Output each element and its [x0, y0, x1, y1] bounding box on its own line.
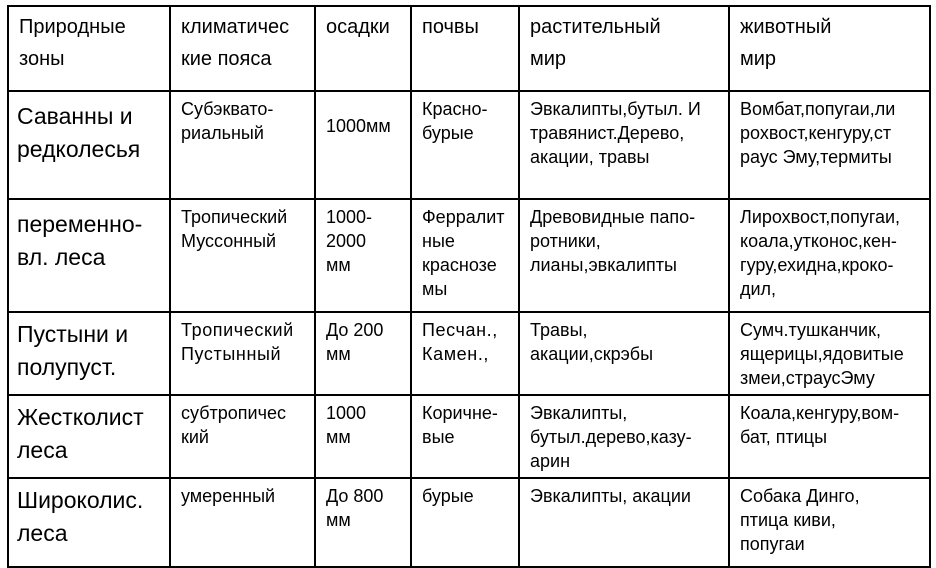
table-row	[8, 91, 930, 199]
soil-cell: бурые	[411, 478, 519, 567]
belt-cell: умеренный	[170, 478, 315, 567]
zone-cell: Саванны и редколесья	[8, 91, 170, 199]
header-fauna: животный мир	[729, 6, 930, 91]
soil-cell: Ферралит ные краснозе мы	[411, 199, 519, 312]
fauna-cell: Сумч.тушканчик, ящерицы,ядовитые змеи,страусЭму	[729, 312, 930, 395]
header-climate-belts: климатичес кие пояса	[170, 6, 315, 91]
precip-cell: До 200 мм	[315, 312, 411, 395]
soil-cell: Красно- бурые	[411, 91, 519, 199]
soil-cell: Песчан., Камен.,	[411, 312, 519, 395]
natural-zones-table	[7, 5, 931, 568]
flora-cell: Эвкалипты, акации	[519, 478, 729, 567]
table-row	[8, 312, 930, 395]
zone-cell: переменно- вл. леса	[8, 199, 170, 312]
soil-cell: Коричне- вые	[411, 395, 519, 478]
flora-cell: Эвкалипты, бутыл.дерево,казу- арин	[519, 395, 729, 478]
precip-cell: 1000- 2000 мм	[315, 199, 411, 312]
header-row	[8, 6, 930, 91]
fauna-cell: Коала,кенгуру,вом- бат, птицы	[729, 395, 930, 478]
fauna-cell: Собака Динго, птица киви, попугаи	[729, 478, 930, 567]
header-flora: растительный мир	[519, 6, 729, 91]
belt-cell: Субэквато- риальный	[170, 91, 315, 199]
flora-cell: Травы, акации,скрэбы	[519, 312, 729, 395]
zone-cell: Пустыни и полупуст.	[8, 312, 170, 395]
header-soils: почвы	[411, 6, 519, 91]
precip-cell: 1000мм	[315, 91, 411, 199]
fauna-cell: Вомбат,попугаи,ли рохвост,кенгуру,ст раус Эму,термиты	[729, 91, 930, 199]
flora-cell: Эвкалипты,бутыл. И травянист.Дерево, акации, травы	[519, 91, 729, 199]
table-row	[8, 395, 930, 478]
flora-cell: Древовидные папо- ротники, лианы,эвкалипты	[519, 199, 729, 312]
table-row	[8, 478, 930, 567]
table-row	[8, 199, 930, 312]
precip-cell: 1000 мм	[315, 395, 411, 478]
precip-cell: До 800 мм	[315, 478, 411, 567]
belt-cell: Тропический Муссонный	[170, 199, 315, 312]
zone-cell: Жестколист леса	[8, 395, 170, 478]
belt-cell: Тропический Пустынный	[170, 312, 315, 395]
header-zones: Природные зоны	[8, 6, 170, 91]
belt-cell: субтропичес кий	[170, 395, 315, 478]
header-precipitation: осадки	[315, 6, 411, 91]
zone-cell: Широколис. леса	[8, 478, 170, 567]
fauna-cell: Лирохвост,попугаи, коала,утконос,кен- гуру,ехидна,кроко- дил,	[729, 199, 930, 312]
